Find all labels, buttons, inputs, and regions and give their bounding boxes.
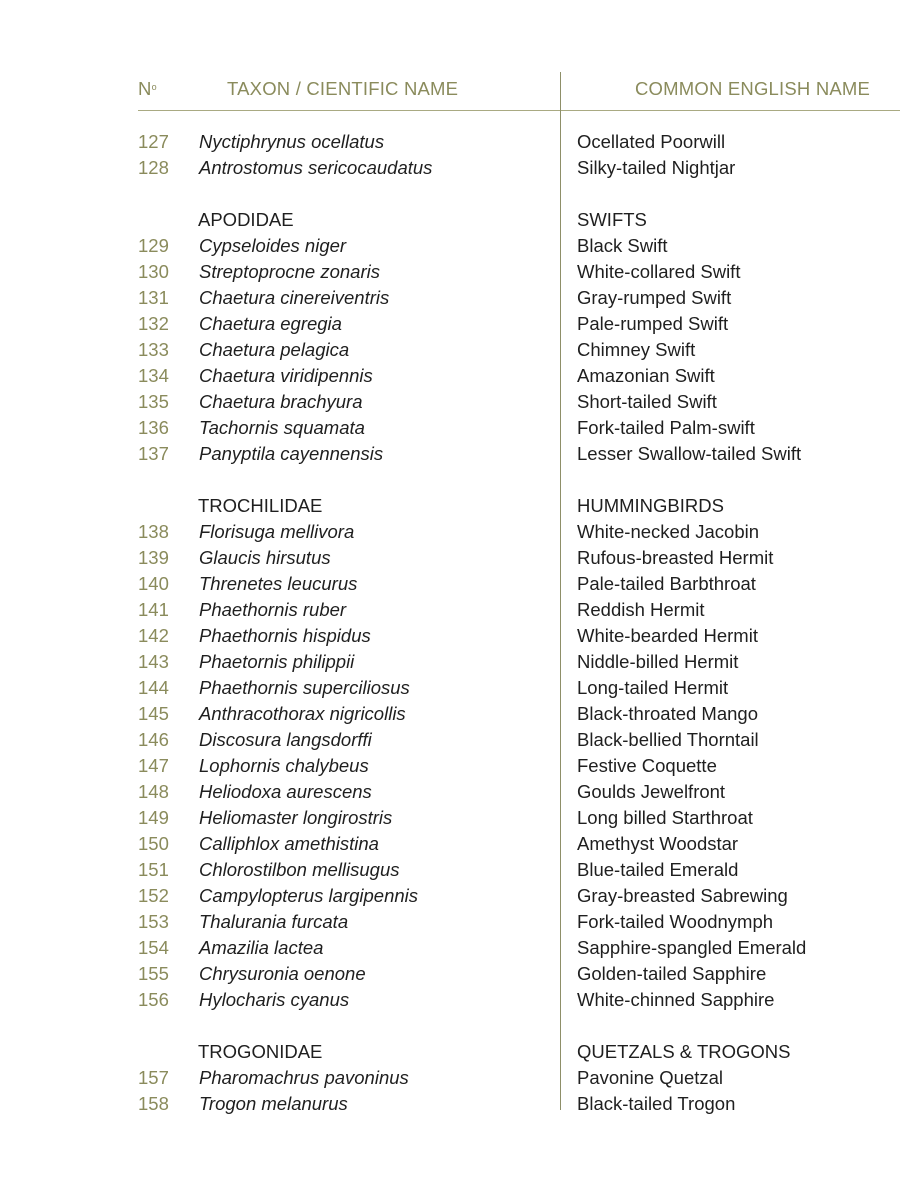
species-row [0, 753, 900, 779]
species-number: 158 [138, 1093, 169, 1114]
family-common-name: HUMMINGBIRDS [577, 495, 724, 516]
common-name: Ocellated Poorwill [577, 131, 726, 152]
species-row [0, 961, 900, 987]
species-row [0, 623, 900, 649]
common-name: Gray-breasted Sabrewing [577, 885, 788, 906]
species-number: 141 [138, 599, 169, 620]
common-name: Golden-tailed Sapphire [577, 963, 767, 984]
scientific-name: Phaethornis superciliosus [199, 677, 410, 698]
species-row [0, 805, 900, 831]
scientific-name: Phaethornis hispidus [199, 625, 371, 646]
scientific-name: Pharomachrus pavoninus [199, 1067, 409, 1088]
species-number: 143 [138, 651, 169, 672]
scientific-name: Anthracothorax nigricollis [199, 703, 406, 724]
species-row [0, 363, 900, 389]
number-header-superscript: o [151, 82, 157, 92]
family-common-name: SWIFTS [577, 209, 647, 230]
common-name: Gray-rumped Swift [577, 287, 732, 308]
table-header [138, 78, 900, 110]
common-name: Amazonian Swift [577, 365, 715, 386]
species-number: 134 [138, 365, 169, 386]
species-number: 133 [138, 339, 169, 360]
scientific-name: Threnetes leucurus [199, 573, 358, 594]
section-spacer [0, 467, 900, 493]
common-name: Black-bellied Thorntail [577, 729, 759, 750]
species-number: 154 [138, 937, 169, 958]
species-row [0, 1091, 900, 1117]
species-row [0, 571, 900, 597]
number-header-label: N [138, 78, 152, 99]
species-number: 153 [138, 911, 169, 932]
species-row [0, 649, 900, 675]
species-number: 146 [138, 729, 169, 750]
species-row [0, 727, 900, 753]
species-row [0, 987, 900, 1013]
species-row [0, 857, 900, 883]
section-spacer [0, 1013, 900, 1039]
common-name: Fork-tailed Woodnymph [577, 911, 774, 932]
scientific-name: Cypseloides niger [199, 235, 347, 256]
species-row [0, 415, 900, 441]
number-column-header [138, 78, 157, 100]
species-row [0, 935, 900, 961]
species-number: 157 [138, 1067, 169, 1088]
scientific-name: Chaetura viridipennis [199, 365, 373, 386]
common-name: White-necked Jacobin [577, 521, 760, 542]
scientific-name: Hylocharis cyanus [199, 989, 350, 1010]
species-number: 151 [138, 859, 169, 880]
common-name: Black Swift [577, 235, 668, 256]
species-row [0, 259, 900, 285]
common-name: Silky-tailed Nightjar [577, 157, 736, 178]
common-name: Fork-tailed Palm-swift [577, 417, 755, 438]
species-number: 156 [138, 989, 169, 1010]
scientific-name: Phaethornis ruber [199, 599, 347, 620]
species-row [0, 701, 900, 727]
species-number: 145 [138, 703, 169, 724]
common-name: Pale-tailed Barbthroat [577, 573, 756, 594]
common-name: Sapphire-spangled Emerald [577, 937, 807, 958]
common-name: Black-throated Mango [577, 703, 758, 724]
species-number: 132 [138, 313, 169, 334]
family-name: APODIDAE [198, 209, 294, 230]
species-number: 155 [138, 963, 169, 984]
scientific-name: Calliphlox amethistina [199, 833, 379, 854]
species-number: 139 [138, 547, 169, 568]
common-name: Long billed Starthroat [577, 807, 753, 828]
species-number: 144 [138, 677, 169, 698]
scientific-name: Heliomaster longirostris [199, 807, 393, 828]
common-name: Reddish Hermit [577, 599, 705, 620]
scientific-name: Chrysuronia oenone [199, 963, 366, 984]
scientific-name: Chaetura egregia [199, 313, 342, 334]
species-number: 135 [138, 391, 169, 412]
species-row [0, 909, 900, 935]
scientific-name: Chaetura brachyura [199, 391, 363, 412]
species-number: 147 [138, 755, 169, 776]
section-spacer [0, 181, 900, 207]
scientific-name: Heliodoxa aurescens [199, 781, 372, 802]
species-row [0, 441, 900, 467]
common-name: Chimney Swift [577, 339, 696, 360]
family-name: TROGONIDAE [198, 1041, 323, 1062]
species-number: 131 [138, 287, 169, 308]
common-name: Pale-rumped Swift [577, 313, 729, 334]
species-number: 149 [138, 807, 169, 828]
species-number: 130 [138, 261, 169, 282]
common-name: Long-tailed Hermit [577, 677, 729, 698]
scientific-name: Panyptila cayennensis [199, 443, 384, 464]
taxon-column-header: TAXON / CIENTIFIC NAME [227, 78, 459, 99]
species-number: 129 [138, 235, 169, 256]
species-number: 128 [138, 157, 169, 178]
scientific-name: Florisuga mellivora [199, 521, 355, 542]
scientific-name: Phaetornis philippii [199, 651, 355, 672]
species-row [0, 779, 900, 805]
common-name: Amethyst Woodstar [577, 833, 739, 854]
species-row [0, 597, 900, 623]
species-row [0, 831, 900, 857]
common-name: White-bearded Hermit [577, 625, 758, 646]
common-name: Pavonine Quetzal [577, 1067, 724, 1088]
scientific-name: Trogon melanurus [199, 1093, 348, 1114]
family-heading-row [0, 207, 900, 233]
species-number: 138 [138, 521, 169, 542]
species-number: 150 [138, 833, 169, 854]
family-common-name: QUETZALS & TROGONS [577, 1041, 791, 1062]
scientific-name: Thalurania furcata [199, 911, 349, 932]
species-row [0, 129, 900, 155]
common-name: Rufous-breasted Hermit [577, 547, 774, 568]
species-number: 142 [138, 625, 169, 646]
scientific-name: Chlorostilbon mellisugus [199, 859, 400, 880]
species-row [0, 311, 900, 337]
scientific-name: Nyctiphrynus ocellatus [199, 131, 385, 152]
species-number: 136 [138, 417, 169, 438]
common-name: White-chinned Sapphire [577, 989, 775, 1010]
common-name: Festive Coquette [577, 755, 717, 776]
scientific-name: Amazilia lactea [199, 937, 324, 958]
scientific-name: Discosura langsdorffi [199, 729, 372, 750]
scientific-name: Streptoprocne zonaris [199, 261, 380, 282]
scientific-name: Tachornis squamata [199, 417, 365, 438]
species-row [0, 519, 900, 545]
common-name-column-header: COMMON ENGLISH NAME [635, 78, 871, 99]
species-row [0, 155, 900, 181]
species-row [0, 389, 900, 415]
species-row [0, 337, 900, 363]
common-name: Niddle-billed Hermit [577, 651, 739, 672]
species-row [0, 285, 900, 311]
common-name: Short-tailed Swift [577, 391, 717, 412]
common-name: Black-tailed Trogon [577, 1093, 736, 1114]
family-heading-row [0, 493, 900, 519]
scientific-name: Glaucis hirsutus [199, 547, 331, 568]
species-row [0, 545, 900, 571]
species-number: 137 [138, 443, 169, 464]
common-name: Lesser Swallow-tailed Swift [577, 443, 802, 464]
scientific-name: Antrostomus sericocaudatus [199, 157, 433, 178]
header-divider [138, 110, 900, 111]
common-name: White-collared Swift [577, 261, 741, 282]
species-row [0, 883, 900, 909]
scientific-name: Lophornis chalybeus [199, 755, 369, 776]
species-number: 148 [138, 781, 169, 802]
common-name: Goulds Jewelfront [577, 781, 726, 802]
species-list [0, 129, 900, 1117]
species-number: 152 [138, 885, 169, 906]
scientific-name: Chaetura pelagica [199, 339, 350, 360]
species-row [0, 675, 900, 701]
family-name: TROCHILIDAE [198, 495, 323, 516]
species-number: 127 [138, 131, 169, 152]
scientific-name: Chaetura cinereiventris [199, 287, 390, 308]
common-name: Blue-tailed Emerald [577, 859, 739, 880]
species-row [0, 1065, 900, 1091]
species-number: 140 [138, 573, 169, 594]
scientific-name: Campylopterus largipennis [199, 885, 419, 906]
species-row [0, 233, 900, 259]
family-heading-row [0, 1039, 900, 1065]
